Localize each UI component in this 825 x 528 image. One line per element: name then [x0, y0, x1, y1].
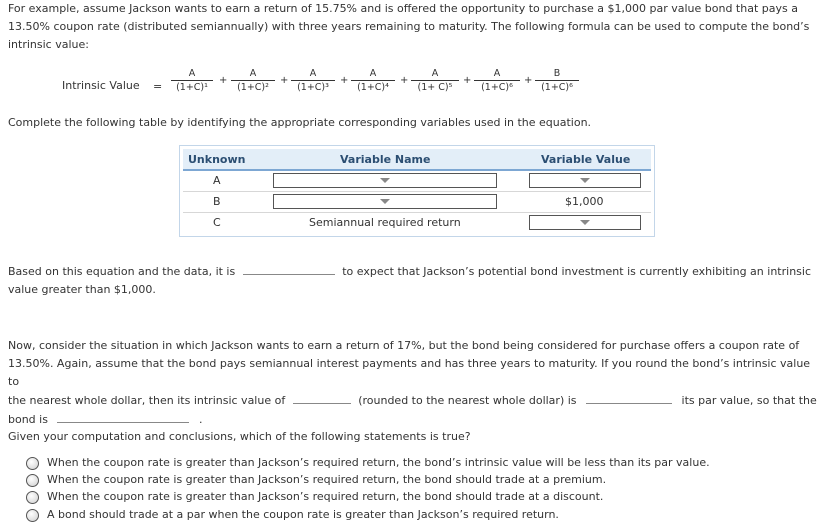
q1-answer-blank[interactable] [243, 262, 335, 275]
chevron-down-icon [380, 178, 390, 183]
row-unknown: A [213, 174, 221, 187]
table-header [183, 149, 651, 171]
plus-sign: + [280, 75, 289, 86]
variable-name-dropdown[interactable] [273, 173, 497, 188]
intro-line-1: For example, assume Jackson wants to earn a return of 15.75% and is offered the opportunity to purchase a $1,000 par value bond that pays a [8, 2, 798, 15]
formula-term-2: $\frac{A}{\text{(1+C)²}}$ [231, 68, 275, 93]
intro-paragraph [8, 0, 809, 54]
row-unknown: C [213, 216, 221, 229]
plus-sign: + [400, 75, 409, 86]
formula-label: Intrinsic Value [62, 79, 140, 92]
plus-sign: + [524, 75, 533, 86]
comparison-blank[interactable] [586, 391, 672, 404]
formula-term-6: $\frac{A}{\text{(1+C)⁶}}$ [474, 68, 520, 93]
header-unknown: Unknown [188, 153, 246, 166]
intro-line-3: intrinsic value: [8, 38, 89, 51]
formula-term-1: $\frac{A}{\text{(1+C)¹}}$ [171, 68, 213, 93]
table-row [183, 171, 651, 192]
formula-equals: = [153, 80, 163, 93]
option-label: When the coupon rate is greater than Jackson’s required return, the bond should trade at a premium. [47, 473, 607, 486]
chevron-down-icon [580, 220, 590, 225]
plus-sign: + [219, 75, 228, 86]
table-instruction: Complete the following table by identifying the appropriate corresponding variables used in the equation. [8, 116, 592, 129]
q1-text-1: Based on this equation and the data, it is [8, 265, 236, 278]
option-label: When the coupon rate is greater than Jackson’s required return, the bond’s intrinsic value will be less than its par value. [47, 456, 710, 469]
q1-text-2: to expect that Jackson’s potential bond investment is currently exhibiting an intrinsic [342, 265, 811, 278]
formula-term-3: $\frac{A}{\text{(1+C)³}}$ [291, 68, 335, 93]
table-row [183, 213, 651, 233]
intrinsic-value-blank[interactable] [293, 391, 351, 404]
header-variable-name: Variable Name [340, 153, 431, 166]
option-radio[interactable] [26, 457, 39, 470]
bond-status-blank[interactable] [57, 410, 189, 423]
chevron-down-icon [380, 199, 390, 204]
chevron-down-icon [580, 178, 590, 183]
q2-line-3b: (rounded to the nearest whole dollar) is [358, 394, 577, 407]
option-label: A bond should trade at a par when the coupon rate is greater than Jackson’s required return. [47, 508, 559, 521]
formula-term-4: $\frac{A}{\text{(1+C)⁴}}$ [351, 68, 395, 93]
q2-line-4b: . [198, 413, 203, 426]
formula-term-5: $\frac{A}{\text{(1+ C)⁵}}$ [411, 68, 459, 93]
q2-line-1: Now, consider the situation in which Jackson wants to earn a return of 17%, but the bond being considered for purchase offers a coupon rate of [8, 339, 800, 352]
row-unknown: B [213, 195, 221, 208]
q2-line-3c: its par value, so that the [681, 394, 817, 407]
question-2 [8, 337, 823, 429]
variable-value-dropdown[interactable] [529, 173, 641, 188]
variable-name-dropdown[interactable] [273, 194, 497, 209]
plus-sign: + [340, 75, 349, 86]
formula-term-7: $\frac{B}{\text{(1+C)⁶}}$ [535, 68, 579, 93]
variable-value-dropdown[interactable] [529, 215, 641, 230]
q3-prompt: Given your computation and conclusions, which of the following statements is true? [8, 430, 471, 443]
plus-sign: + [463, 75, 472, 86]
q2-line-2: 13.50%. Again, assume that the bond pays semiannual interest payments and has three years to maturity. If you round the bond’s intrinsic value to [8, 357, 811, 388]
option-radio[interactable] [26, 474, 39, 487]
row-variable-name: Semiannual required return [309, 216, 461, 229]
q2-line-3a: the nearest whole dollar, then its intrinsic value of [8, 394, 286, 407]
option-label: When the coupon rate is greater than Jackson’s required return, the bond should trade at a discount. [47, 490, 604, 503]
q2-line-4a: bond is [8, 413, 48, 426]
header-variable-value: Variable Value [541, 153, 631, 166]
option-radio[interactable] [26, 509, 39, 522]
option-radio[interactable] [26, 491, 39, 504]
q1-text-3: value greater than $1,000. [8, 283, 156, 296]
row-value: $1,000 [565, 195, 604, 208]
intro-line-2: 13.50% coupon rate (distributed semiannually) with three years remaining to maturity. The following formula can be used to compute the bond’s [8, 20, 810, 33]
table-row [183, 192, 651, 213]
question-1 [8, 262, 818, 299]
